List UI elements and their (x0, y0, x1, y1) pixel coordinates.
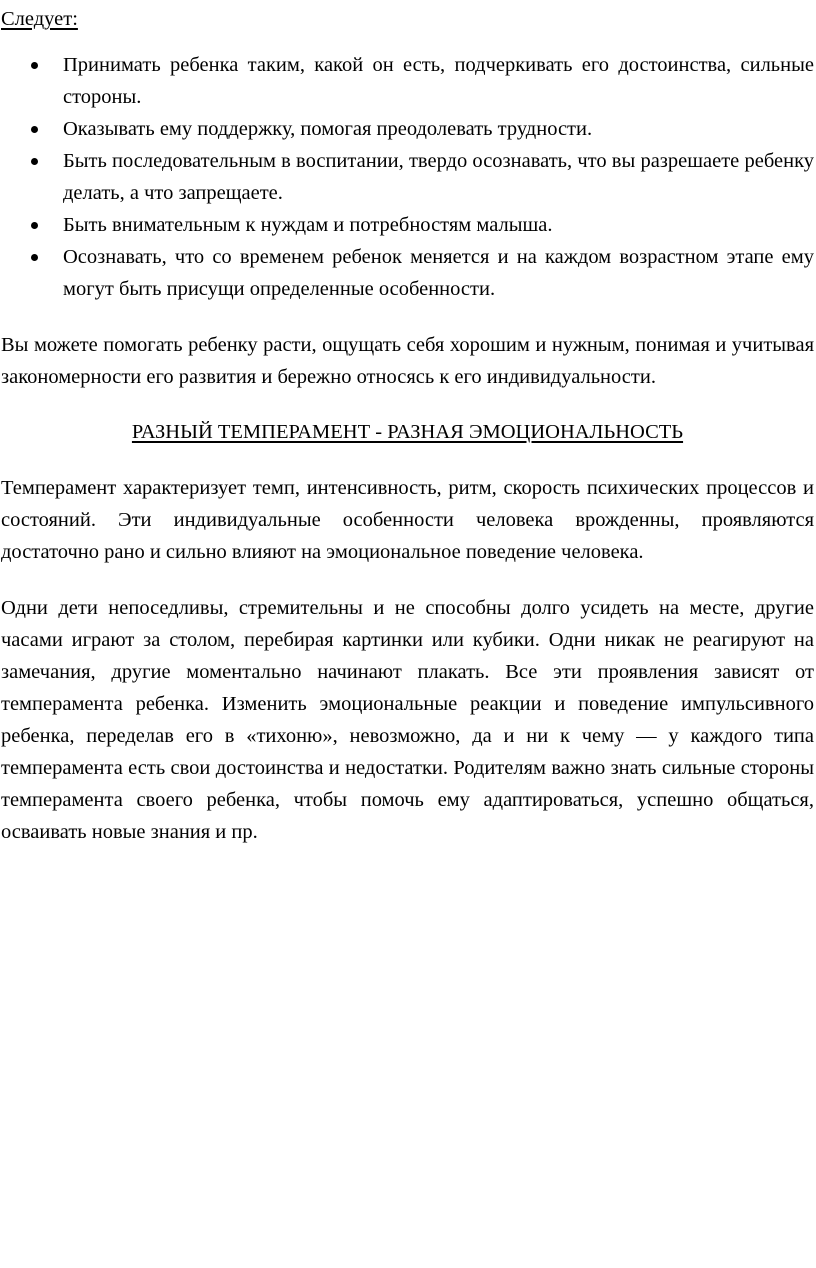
list-item (1, 113, 814, 145)
list-item-text: Оказывать ему поддержку, помогая преодолевать трудности. (63, 118, 593, 140)
bullet-icon (31, 158, 38, 165)
list-item-text: Быть последовательным в воспитании, твердо осознавать, что вы разрешаете ребенку делать, а что запрещаете. (63, 150, 814, 204)
bullet-icon (31, 62, 38, 69)
list-item (1, 241, 814, 305)
rules-list (1, 49, 814, 305)
bullet-icon (31, 254, 38, 261)
temperament-paragraph: Темперамент характеризует темп, интенсивность, ритм, скорость психических процессов и состояний. Эти индивидуальные особенности человека врожденны, проявляются достаточно рано и сильно влияют на эмоциональное поведение человека. (1, 477, 814, 563)
bullet-icon (31, 126, 38, 133)
list-item (1, 209, 814, 241)
list-item (1, 49, 814, 113)
summary-paragraph: Вы можете помогать ребенку расти, ощущать себя хорошим и нужным, понимая и учитывая закономерности его развития и бережно относясь к его индивидуальности. (1, 334, 814, 388)
list-item-text: Осознавать, что со временем ребенок меняется и на каждом возрастном этапе ему могут быть присущи определенные особенности. (63, 246, 814, 300)
bullet-icon (31, 222, 38, 229)
list-item (1, 145, 814, 209)
intro-label: Следует: (1, 8, 78, 30)
list-item-text: Быть внимательным к нуждам и потребностям малыша. (63, 214, 553, 236)
children-paragraph: Одни дети непоседливы, стремительны и не способны долго усидеть на месте, другие часами играют за столом, перебирая картинки или кубики. Одни никак не реагируют на замечания, другие моментально начинают плакать. Все эти проявления зависят от темперамента ребенка. Изменить эмоциональные реакции и поведение импульсивного ребенка, переделав его в «тихоню», невозможно, да и ни к чему — у каждого типа темперамента есть свои достоинства и недостатки. Родителям важно знать сильные стороны темперамента своего ребенка, чтобы помочь ему адаптироваться, успешно общаться, осваивать новые знания и пр. (1, 597, 814, 843)
list-item-text: Принимать ребенка таким, какой он есть, подчеркивать его достоинства, сильные стороны. (63, 54, 814, 108)
section-title: РАЗНЫЙ ТЕМПЕРАМЕНТ - РАЗНАЯ ЭМОЦИОНАЛЬНОСТЬ (131, 421, 684, 443)
